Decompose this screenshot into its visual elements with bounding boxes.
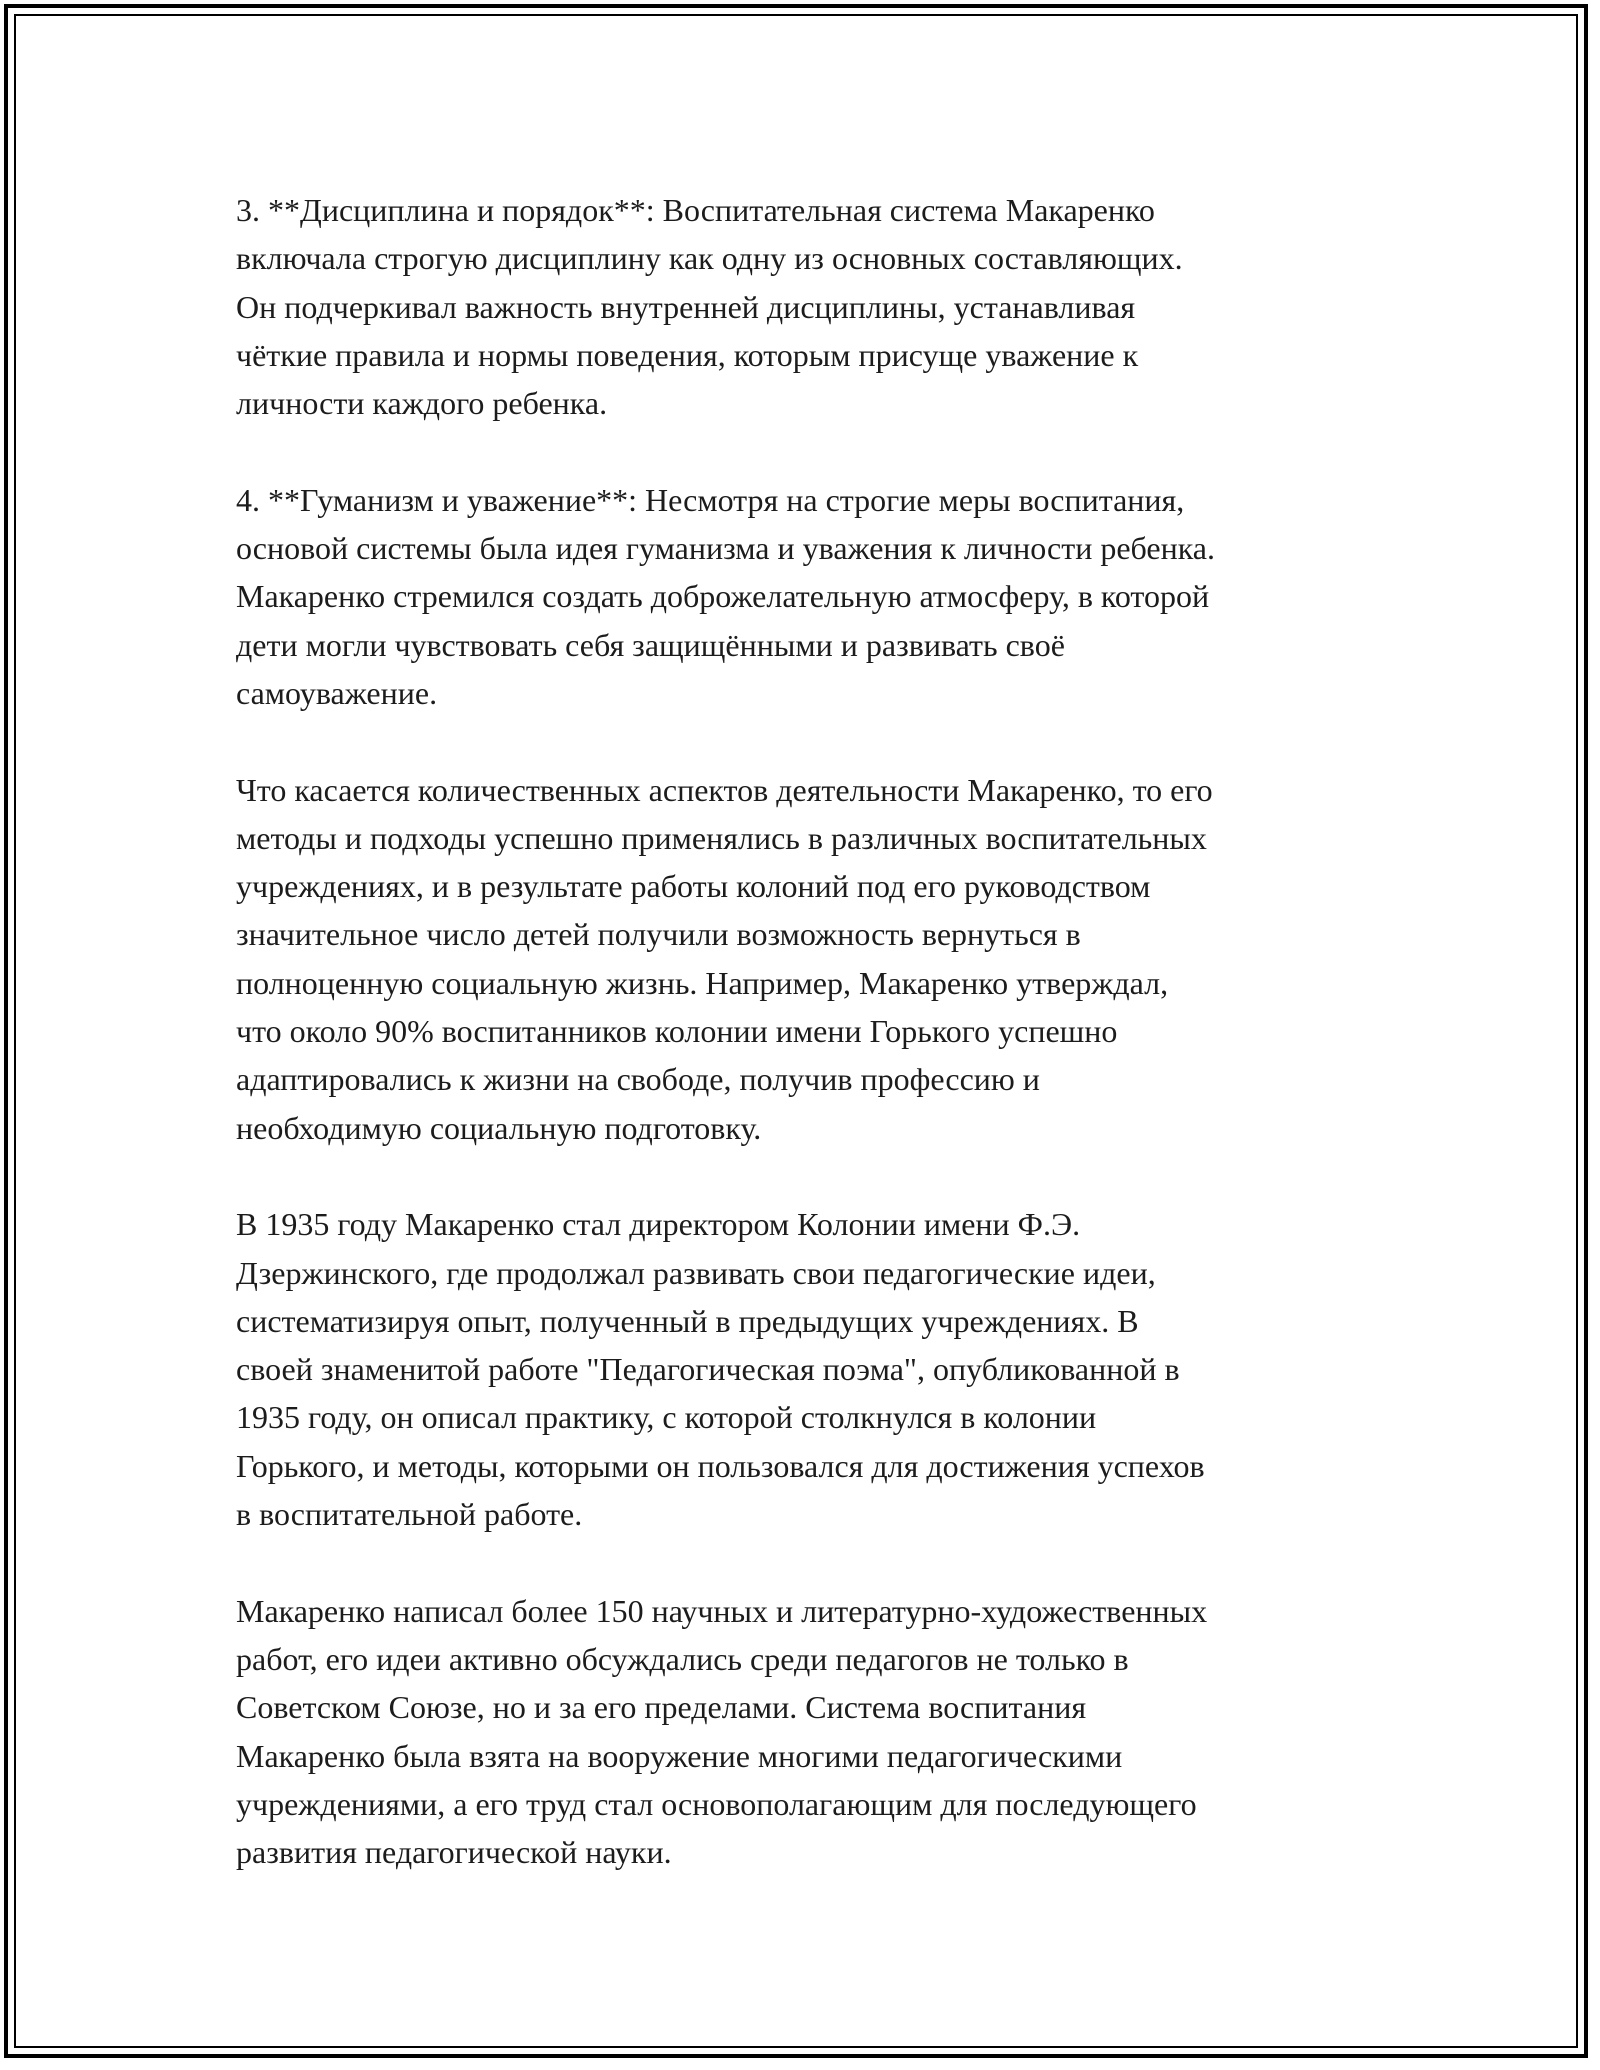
paragraph-discipline: 3. **Дисциплина и порядок**: Воспитательная система Макаренко включала строгую дисциплину как одну из основных составляющих. Он подчеркивал важность внутренней дисциплины, устанавливая чёткие правила и нормы поведения, которым присуще уважение к личности каждого ребенка. [236,192,1183,422]
paragraph-humanism: 4. **Гуманизм и уважение**: Несмотря на строгие меры воспитания, основой системы была идея гуманизма и уважения к личности ребенка. Макаренко стремился создать доброжелательную атмосферу, в которой дети могли чувствовать себя защищёнными и развивать своё самоуважение. [236,481,1215,711]
document-body [236,186,1371,1876]
paragraph-dzerzhinsky-colony: В 1935 году Макаренко стал директором Колонии имени Ф.Э. Дзержинского, где продолжал развивать свои педагогические идеи, систематизируя опыт, полученный в предыдущих учреждениях. В своей знаменитой работе "Педагогическая поэма", опубликованной в 1935 году, он описал практику, с которой столкнулся в колонии Горького, и методы, которыми он пользовался для достижения успехов в воспитательной работе. [236,1206,1205,1533]
paragraph-legacy: Макаренко написал более 150 научных и литературно-художественных работ, его идеи активно обсуждались среди педагогов не только в Советском Союзе, но и за его пределами. Система воспитания Макаренко была взята на вооружение многими педагогическими учреждениями, а его труд стал основополагающим для последующего развития педагогической науки. [236,1592,1208,1871]
paragraph-quantitative-aspects: Что касается количественных аспектов деятельности Макаренко, то его методы и подходы успешно применялись в различных воспитательных учреждениях, и в результате работы колоний под его руководством значительное число детей получили возможность вернуться в полноценную социальную жизнь. Например, Макаренко утверждал, что около 90% воспитанников колонии имени Горького успешно адаптировались к жизни на свободе, получив профессию и необходимую социальную подготовку. [236,771,1213,1146]
